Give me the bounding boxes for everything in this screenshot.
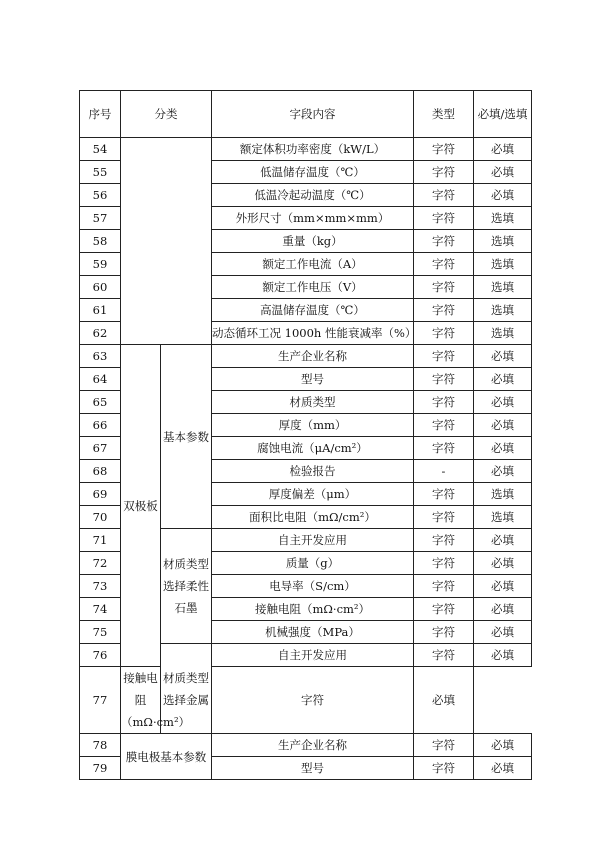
row-required: 必填 [474, 437, 532, 460]
row-required: 必填 [474, 598, 532, 621]
row-no: 54 [80, 138, 121, 161]
category-mea-basic: 膜电极基本参数 [121, 734, 212, 780]
header-required: 必填/选填 [474, 91, 532, 138]
row-required: 选填 [474, 322, 532, 345]
row-type: 字符 [414, 322, 474, 345]
row-required: 必填 [474, 757, 532, 780]
row-type: 字符 [414, 368, 474, 391]
row-field: 额定工作电压（V） [212, 276, 414, 299]
row-type: 字符 [414, 529, 474, 552]
row-type: 字符 [414, 437, 474, 460]
row-field: 自主开发应用 [212, 529, 414, 552]
row-no: 75 [80, 621, 121, 644]
row-required: 必填 [474, 575, 532, 598]
row-required: 选填 [474, 483, 532, 506]
row-type: 字符 [414, 253, 474, 276]
row-required: 必填 [474, 414, 532, 437]
row-type: 字符 [414, 345, 474, 368]
row-field: 低温储存温度（℃） [212, 161, 414, 184]
row-type: 字符 [212, 667, 414, 734]
category-bipolar-plate: 双极板 [121, 345, 161, 667]
row-no: 65 [80, 391, 121, 414]
row-no: 71 [80, 529, 121, 552]
row-no: 56 [80, 184, 121, 207]
row-required: 必填 [474, 368, 532, 391]
row-field: 高温储存温度（℃） [212, 299, 414, 322]
row-no: 76 [80, 644, 121, 667]
row-field: 额定体积功率密度（kW/L） [212, 138, 414, 161]
header-type: 类型 [414, 91, 474, 138]
row-no: 62 [80, 322, 121, 345]
row-field: 低温冷起动温度（℃） [212, 184, 414, 207]
row-no: 73 [80, 575, 121, 598]
row-no: 77 [80, 667, 121, 734]
row-field: 机械强度（MPa） [212, 621, 414, 644]
row-no: 67 [80, 437, 121, 460]
row-type: - [414, 460, 474, 483]
row-no: 58 [80, 230, 121, 253]
table-row [80, 667, 532, 734]
row-no: 72 [80, 552, 121, 575]
row-type: 字符 [414, 414, 474, 437]
row-field: 动态循环工况 1000h 性能衰减率（%） [212, 322, 414, 345]
row-field: 额定工作电流（A） [212, 253, 414, 276]
row-no: 70 [80, 506, 121, 529]
row-required: 必填 [474, 552, 532, 575]
row-type: 字符 [414, 184, 474, 207]
row-field: 型号 [212, 368, 414, 391]
row-field: 电导率（S/cm） [212, 575, 414, 598]
row-required: 必填 [474, 644, 532, 667]
row-type: 字符 [414, 644, 474, 667]
row-type: 字符 [414, 207, 474, 230]
row-type: 字符 [414, 575, 474, 598]
row-required: 必填 [474, 621, 532, 644]
row-required: 选填 [474, 506, 532, 529]
row-no: 68 [80, 460, 121, 483]
row-no: 59 [80, 253, 121, 276]
row-field: 型号 [212, 757, 414, 780]
row-required: 必填 [474, 391, 532, 414]
row-type: 字符 [414, 230, 474, 253]
row-type: 字符 [414, 621, 474, 644]
row-no: 69 [80, 483, 121, 506]
header-field: 字段内容 [212, 91, 414, 138]
row-no: 61 [80, 299, 121, 322]
row-required: 必填 [414, 667, 474, 734]
row-no: 66 [80, 414, 121, 437]
row-field: 检验报告 [212, 460, 414, 483]
row-required: 选填 [474, 207, 532, 230]
table-row [80, 734, 532, 757]
row-required: 必填 [474, 161, 532, 184]
row-required: 必填 [474, 460, 532, 483]
row-no: 74 [80, 598, 121, 621]
row-field: 自主开发应用 [212, 644, 414, 667]
row-type: 字符 [414, 276, 474, 299]
row-no: 60 [80, 276, 121, 299]
row-required: 选填 [474, 276, 532, 299]
row-field: 厚度偏差（μm） [212, 483, 414, 506]
table-row [80, 345, 532, 368]
row-type: 字符 [414, 299, 474, 322]
row-no: 79 [80, 757, 121, 780]
category-basic-params: 基本参数 [161, 345, 212, 529]
row-no: 63 [80, 345, 121, 368]
header-no: 序号 [80, 91, 121, 138]
row-field: 腐蚀电流（μA/cm²） [212, 437, 414, 460]
row-required: 必填 [474, 345, 532, 368]
header-row [80, 91, 532, 138]
row-type: 字符 [414, 757, 474, 780]
spec-table [79, 90, 532, 780]
row-required: 选填 [474, 253, 532, 276]
row-no: 55 [80, 161, 121, 184]
row-required: 必填 [474, 184, 532, 207]
row-field: 接触电阻（mΩ·cm²） [121, 667, 161, 734]
row-no: 64 [80, 368, 121, 391]
row-field: 重量（kg） [212, 230, 414, 253]
row-field: 面积比电阻（mΩ/cm²） [212, 506, 414, 529]
row-type: 字符 [414, 391, 474, 414]
category-metal: 材质类型选择金属 [161, 644, 212, 734]
row-required: 必填 [474, 138, 532, 161]
row-required: 必填 [474, 529, 532, 552]
row-type: 字符 [414, 138, 474, 161]
row-field: 生产企业名称 [212, 734, 414, 757]
row-type: 字符 [414, 506, 474, 529]
row-required: 选填 [474, 230, 532, 253]
row-no: 78 [80, 734, 121, 757]
category-blank [121, 138, 212, 345]
row-field: 材质类型 [212, 391, 414, 414]
row-type: 字符 [414, 552, 474, 575]
row-required: 必填 [474, 734, 532, 757]
row-no: 57 [80, 207, 121, 230]
row-field: 生产企业名称 [212, 345, 414, 368]
row-field: 厚度（mm） [212, 414, 414, 437]
header-category: 分类 [121, 91, 212, 138]
row-field: 外形尺寸（mm×mm×mm） [212, 207, 414, 230]
row-field: 质量（g） [212, 552, 414, 575]
row-type: 字符 [414, 483, 474, 506]
table-row [80, 138, 532, 161]
row-type: 字符 [414, 161, 474, 184]
row-field: 接触电阻（mΩ·cm²） [212, 598, 414, 621]
row-required: 选填 [474, 299, 532, 322]
row-type: 字符 [414, 598, 474, 621]
category-graphite: 材质类型选择柔性石墨 [161, 529, 212, 644]
row-type: 字符 [414, 734, 474, 757]
